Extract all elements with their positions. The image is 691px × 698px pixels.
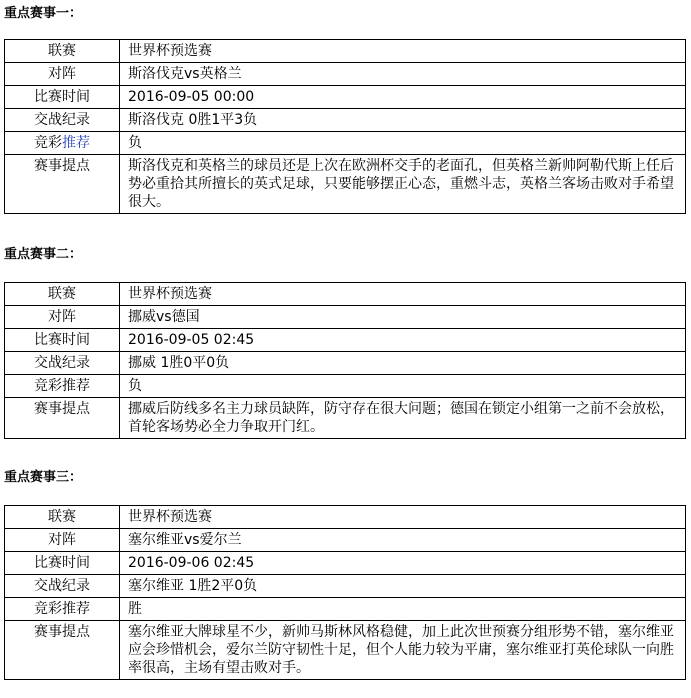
highlighted-link[interactable]: 推荐 <box>62 135 90 151</box>
table-row <box>5 40 686 63</box>
row-value: 塞尔维亚vs爱尔兰 <box>120 529 686 552</box>
row-label: 交战纪录 <box>5 109 120 132</box>
table-row <box>5 306 686 329</box>
row-label: 对阵 <box>5 63 120 86</box>
table-row <box>5 109 686 132</box>
row-value: 斯洛伐克 0胜1平3负 <box>120 109 686 132</box>
row-value: 世界杯预选赛 <box>120 506 686 529</box>
section-title-3: 重点赛事三： <box>4 470 83 485</box>
row-value: 挪威 1胜0平0负 <box>120 352 686 375</box>
table-row <box>5 283 686 306</box>
row-label: 交战纪录 <box>5 575 120 598</box>
row-label: 交战纪录 <box>5 352 120 375</box>
row-label: 赛事提点 <box>5 621 120 680</box>
row-label: 比赛时间 <box>5 552 120 575</box>
table-row <box>5 375 686 398</box>
table-row <box>5 552 686 575</box>
row-label: 赛事提点 <box>5 398 120 439</box>
row-value: 挪威vs德国 <box>120 306 686 329</box>
table-row <box>5 352 686 375</box>
match-table-3 <box>4 505 686 680</box>
row-label: 联赛 <box>5 40 120 63</box>
row-label: 对阵 <box>5 529 120 552</box>
row-label: 比赛时间 <box>5 86 120 109</box>
row-label: 联赛 <box>5 506 120 529</box>
row-label: 竞彩推荐 <box>5 598 120 621</box>
row-value: 挪威后防线多名主力球员缺阵，防守存在很大问题；德国在锁定小组第一之前不会放松，首轮客场势必全力争取开门红。 <box>120 398 686 439</box>
label-part: 竞彩 <box>34 135 62 151</box>
row-value: 2016-09-05 00:00 <box>120 86 686 109</box>
table-row <box>5 398 686 439</box>
row-value: 世界杯预选赛 <box>120 40 686 63</box>
table-row <box>5 529 686 552</box>
table-row <box>5 329 686 352</box>
match-table-1 <box>4 39 686 214</box>
section-title-2: 重点赛事二： <box>4 247 83 262</box>
row-value: 胜 <box>120 598 686 621</box>
match-table-2 <box>4 282 686 439</box>
table-row <box>5 575 686 598</box>
row-label <box>5 132 120 155</box>
row-value: 负 <box>120 375 686 398</box>
row-label: 联赛 <box>5 283 120 306</box>
row-label: 比赛时间 <box>5 329 120 352</box>
row-value: 斯洛伐克vs英格兰 <box>120 63 686 86</box>
table-row <box>5 63 686 86</box>
table-row <box>5 621 686 680</box>
row-label: 对阵 <box>5 306 120 329</box>
row-value: 负 <box>120 132 686 155</box>
row-value: 塞尔维亚 1胜2平0负 <box>120 575 686 598</box>
row-label: 赛事提点 <box>5 155 120 214</box>
section-title-1: 重点赛事一： <box>4 6 83 21</box>
table-row <box>5 598 686 621</box>
row-value: 塞尔维亚大牌球星不少，新帅马斯林风格稳健，加上此次世预赛分组形势不错，塞尔维亚应会珍惜机会，爱尔兰防守韧性十足，但个人能力较为平庸，塞尔维亚打英伦球队一向胜率很高，主场有望击败对手。 <box>120 621 686 680</box>
row-value: 斯洛伐克和英格兰的球员还是上次在欧洲杯交手的老面孔，但英格兰新帅阿勒代斯上任后势必重拾其所擅长的英式足球，只要能够摆正心态，重燃斗志，英格兰客场击败对手希望很大。 <box>120 155 686 214</box>
table-row <box>5 132 686 155</box>
row-label: 竞彩推荐 <box>5 375 120 398</box>
row-value: 世界杯预选赛 <box>120 283 686 306</box>
table-row <box>5 155 686 214</box>
table-row <box>5 86 686 109</box>
table-row <box>5 506 686 529</box>
row-value: 2016-09-05 02:45 <box>120 329 686 352</box>
row-value: 2016-09-06 02:45 <box>120 552 686 575</box>
